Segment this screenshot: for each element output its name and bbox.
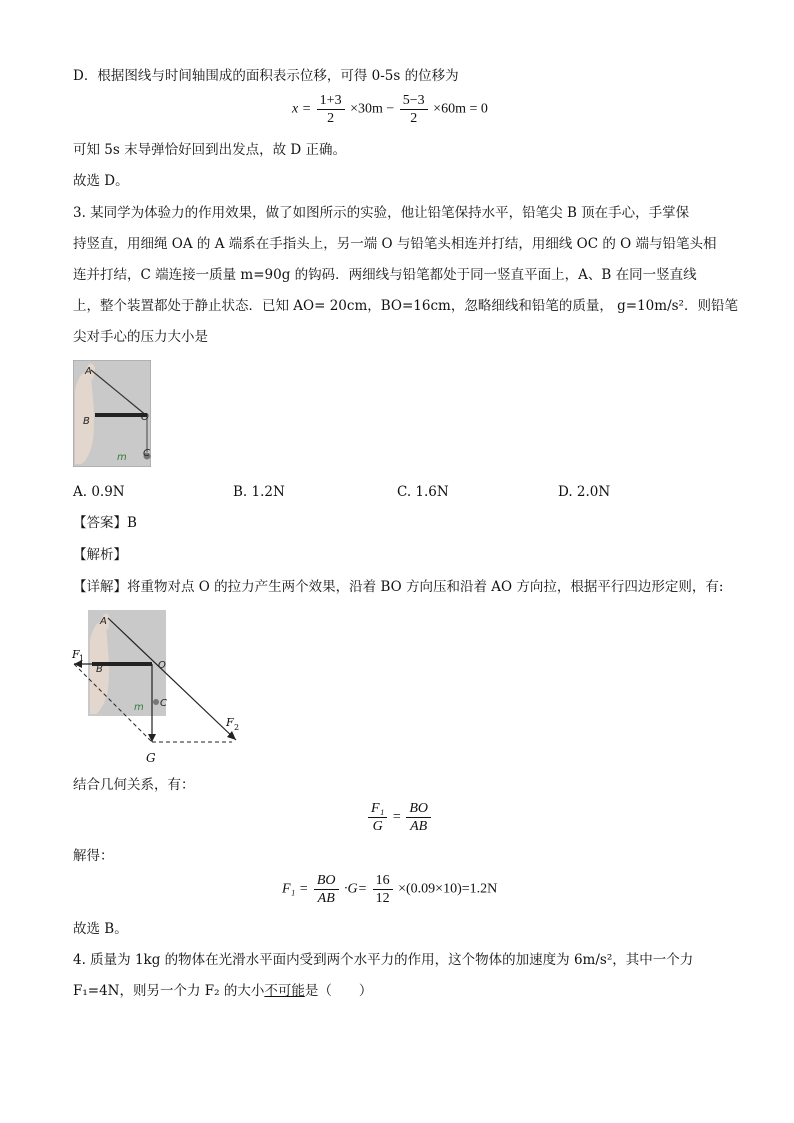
geometry-text: 结合几何关系，有： [73, 777, 195, 793]
formula-lhs: x = [292, 101, 312, 117]
force-diagram-svg [66, 606, 256, 768]
result-formula [282, 872, 497, 907]
analysis-label: 【解析】 [73, 547, 127, 563]
experiment-photo-svg [73, 360, 151, 467]
formula-term-2: ×60m = 0 [433, 101, 488, 117]
q4-line-2a: F₁=4N，则另一个力 F₂ 的大小 [73, 983, 265, 999]
result-mid: ·G= [344, 881, 368, 897]
label-o2: O [158, 660, 166, 671]
label-g: G [146, 751, 156, 765]
detail-text: 【详解】将重物对点 O 的拉力产生两个效果，沿着 BO 方向压和沿着 AO 方向拉，根据平行四边形定则，有: [73, 579, 724, 595]
label-o: O [141, 412, 149, 423]
fraction-1: $\frac{1+3}{2}$ [317, 92, 345, 127]
q3-line-2: 持竖直，用细绳 OA 的 A 端系在手指头上，另一端 O 与铅笔头相连并打结，用细线 OC 的 O 端与铅笔头相 [73, 236, 717, 252]
q3-choose: 故选 B。 [73, 921, 128, 937]
label-m: m [117, 452, 127, 463]
q3-line-3: 连并打结，C 端连接一质量 m=90g 的钩码．两细线与铅笔都处于同一竖直平面上，A、B 在同一竖直线 [73, 267, 697, 283]
result-fraction-2: $\frac{16}{12}$ [373, 872, 393, 907]
q4-line-2b: 不可能 [264, 983, 305, 999]
fraction-2: $\frac{5-3}{2}$ [400, 92, 428, 127]
pencil [95, 413, 147, 417]
option-c[interactable]: C. 1.6N [397, 484, 449, 500]
label-b: B [83, 416, 90, 427]
result-tail: ×(0.09×10)=1.2N [398, 881, 498, 897]
d-option-conclusion: 可知 5s 末导弹恰好回到出发点，故 D 正确。 [73, 142, 347, 158]
label-f1-sub: 1 [79, 654, 85, 663]
q3-line-4: 上，整个装置都处于静止状态．已知 AO= 20cm，BO=16cm，忽略细线和铅笔的质量， g=10m/s²．则铅笔 [73, 298, 738, 314]
ratio-rhs: $\frac{BO}{AB}$ [406, 800, 431, 835]
label-f1: F [72, 648, 80, 661]
formula-term-1: ×30m − [350, 101, 395, 117]
experiment-photo [73, 360, 151, 467]
label-c: C [143, 448, 150, 459]
label-b2: B [96, 664, 103, 675]
q4-line-2c: 是（ ） [304, 983, 373, 999]
d-option-formula [292, 92, 488, 127]
solve-text: 解得： [73, 848, 114, 864]
d-option-choose: 故选 D。 [73, 173, 129, 189]
force-diagram [66, 606, 256, 768]
ratio-formula [366, 800, 433, 835]
ratio-lhs: $\frac{\text{F₁}}{G}$ [368, 800, 387, 835]
label-a2: A [100, 616, 107, 627]
answer-label: 【答案】B [73, 515, 137, 531]
q4-line-2 [73, 981, 372, 1001]
result-fraction-1: $\frac{BO}{AB}$ [314, 872, 339, 907]
option-b[interactable]: B. 1.2N [233, 484, 285, 500]
d-option-intro: D．根据图线与时间轴围成的面积表示位移，可得 0-5s 的位移为 [73, 68, 459, 84]
label-c2: C [160, 698, 167, 709]
q4-line-1: 4. 质量为 1kg 的物体在光滑水平面内受到两个水平力的作用，这个物体的加速度为 6m/s²，其中一个力 [73, 952, 694, 968]
ratio-eq: = [392, 809, 401, 825]
q3-line-1: 3. 某同学为体验力的作用效果，做了如图所示的实验，他让铅笔保持水平，铅笔尖 B 顶在手心，手掌保 [73, 205, 690, 221]
q3-line-5: 尖对手心的压力大小是 [73, 329, 208, 345]
label-f2: F [226, 716, 234, 729]
option-d[interactable]: D. 2.0N [558, 484, 611, 500]
result-lhs: F₁ = [282, 881, 309, 897]
label-f2-sub: 2 [234, 723, 240, 732]
option-a[interactable]: A. 0.9N [73, 484, 125, 500]
label-a: A [85, 366, 92, 377]
label-m2: m [134, 702, 144, 713]
